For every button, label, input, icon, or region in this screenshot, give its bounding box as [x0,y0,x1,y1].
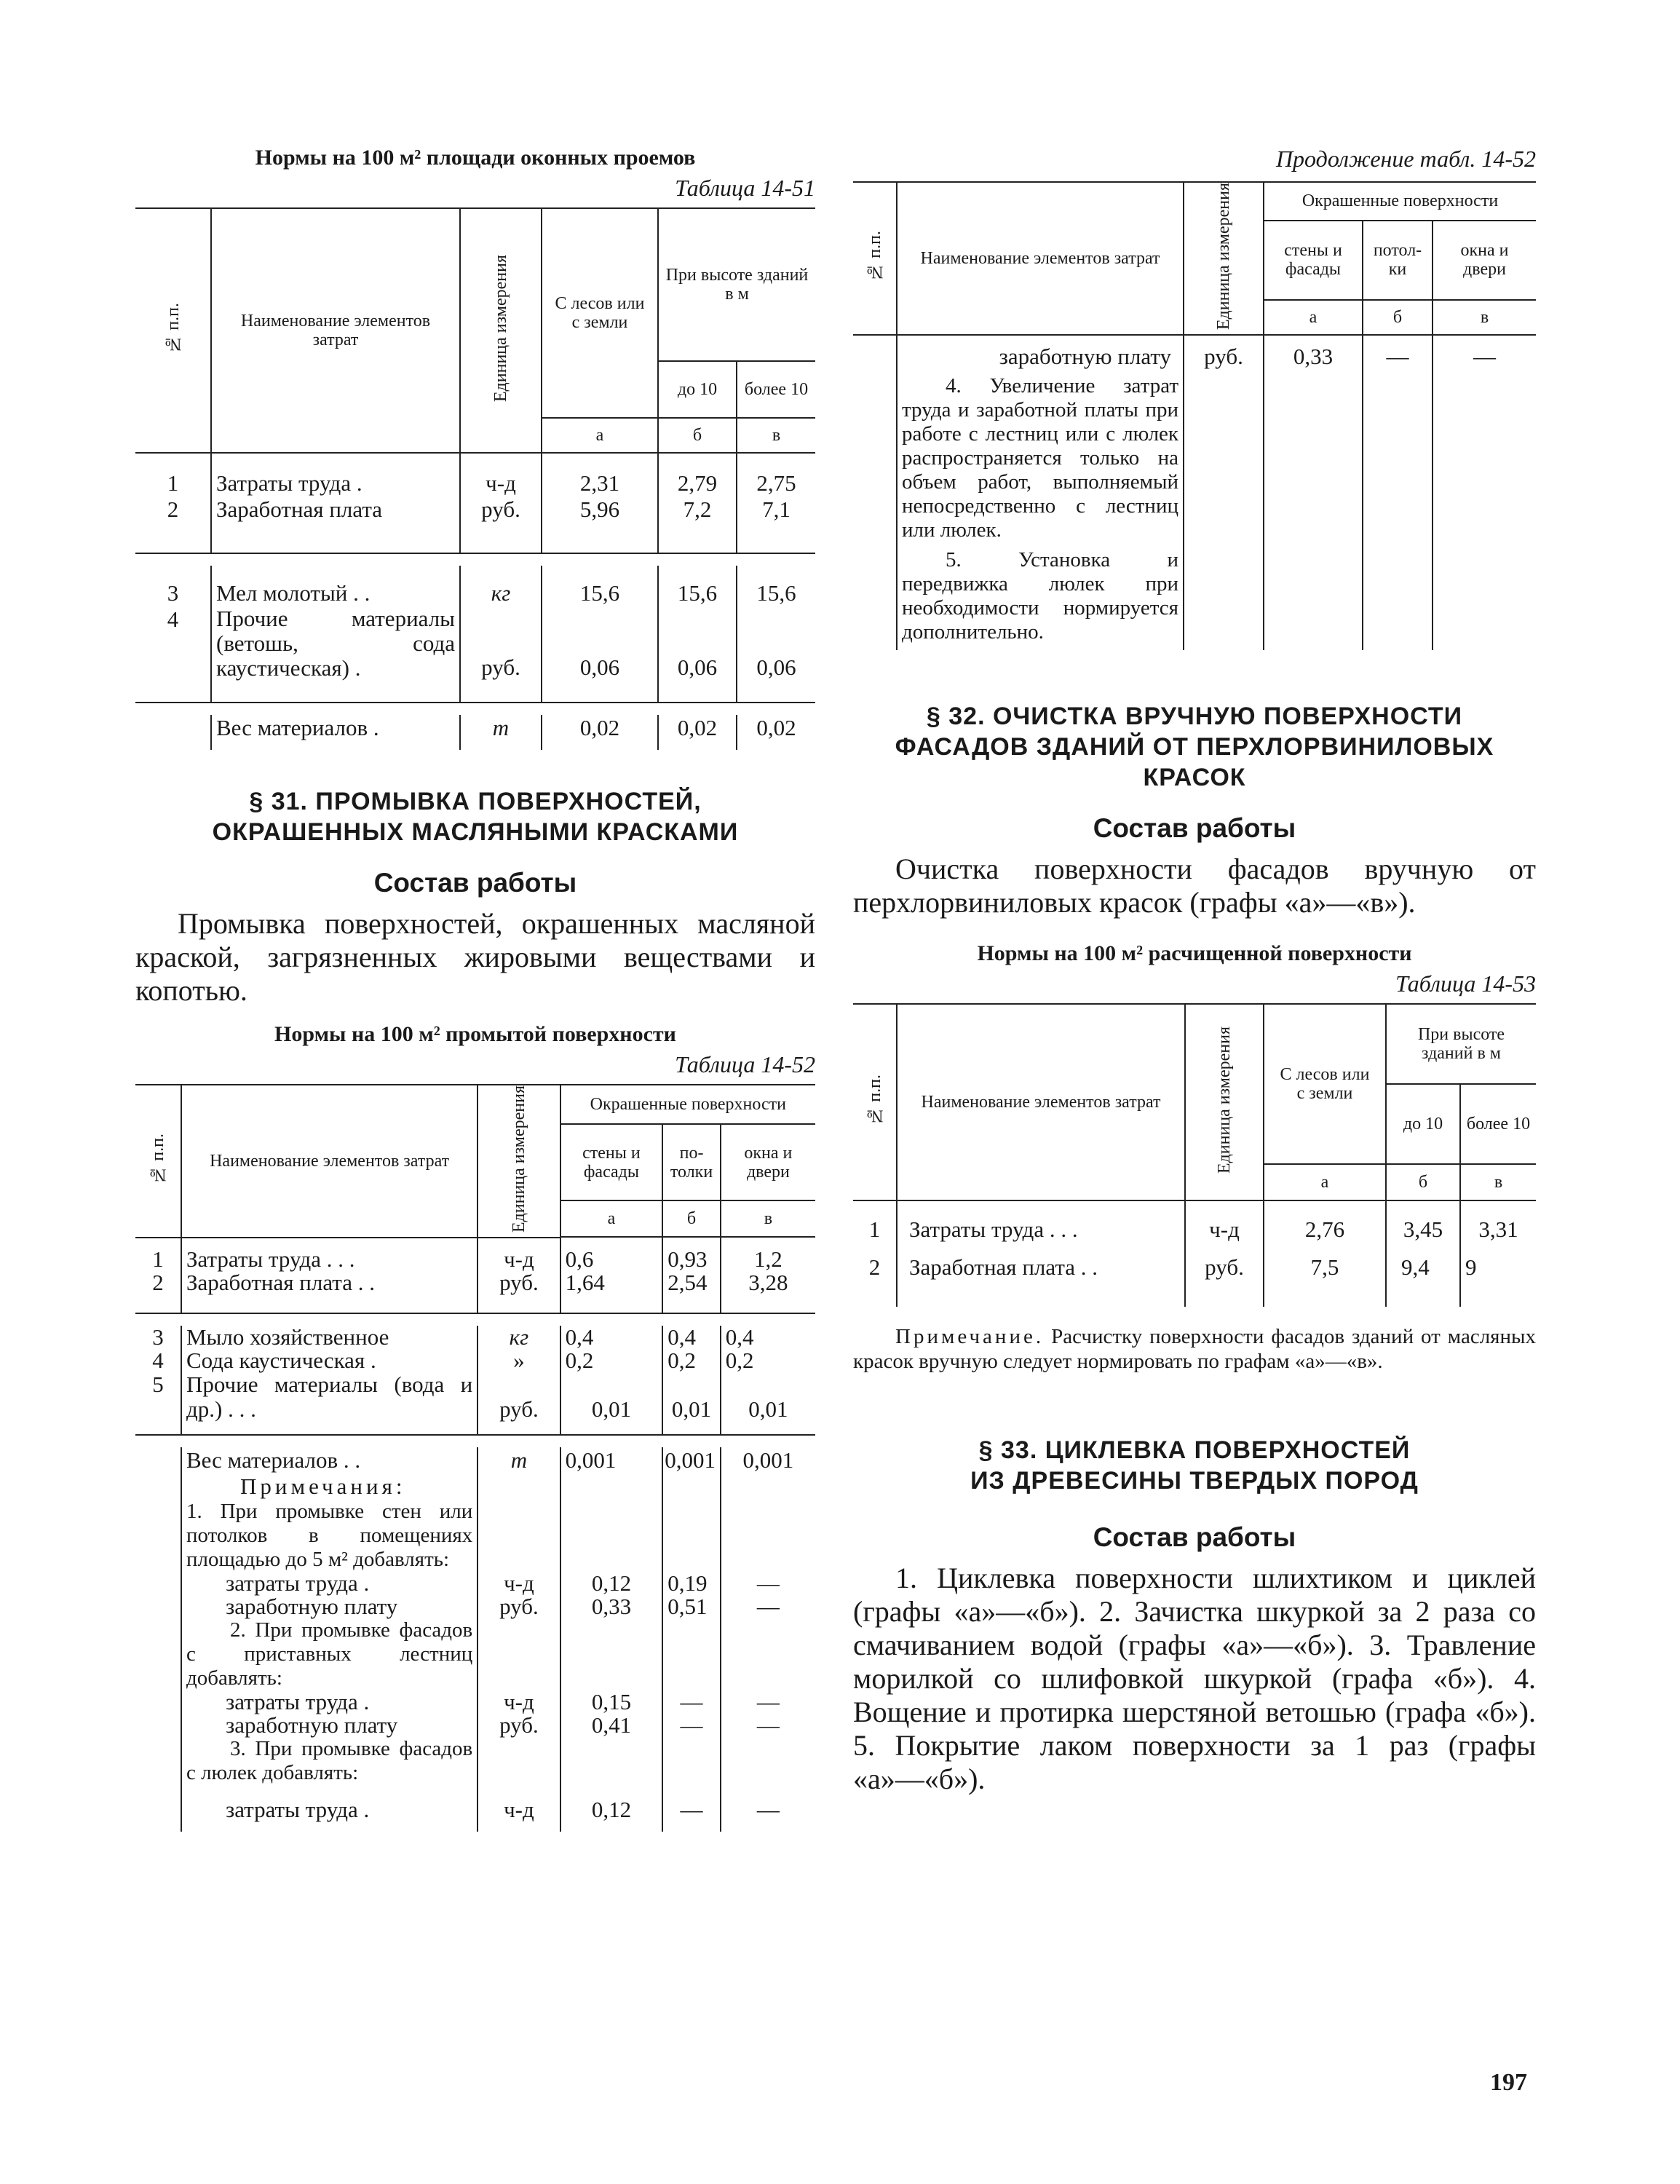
table-row: 2 Заработная плата руб. 5,96 7,2 7,1 [135,496,815,523]
table-row: 1 Затраты труда . . . ч-д 2,76 3,45 3,31 [853,1216,1536,1254]
cont-head-name: Наименование элементов затрат [897,182,1184,335]
t52-label-a: а [560,1200,663,1237]
t53-label-a: а [1264,1164,1386,1200]
table-14-53-note [853,1324,1536,1374]
left-column [135,146,815,1832]
section-33-text: 1. Циклевка поверхности шлихтиком и циклей (графы «а»—«б»). 2. Зачистка шкуркой за 2 раза со смачиванием водой (графы «а»—«б»). 3. Травление морилкой со шлифовкой шкуркой (графа «б»). 4. Вощение и протирка шерстяной ветошью (графа «б»). 5. Покрытие лаком поверхности за 1 раз (графы «а»—«б»). [853,1562,1536,1796]
t53-head-unit: Единица измерения [1185,1004,1264,1200]
cont-note-5: 5. Установка и передвижка люлек при необходимости нормируется дополнительно. [897,542,1184,644]
note-heading: Примечание. [895,1325,1045,1349]
t51-head-name: Наименование элементов затрат [211,208,460,453]
cont-head-c1: стены и фасады [1264,221,1363,300]
table-14-51-number: Таблица 14-51 [675,175,815,201]
t53-head-c3: более 10 [1460,1084,1536,1164]
t53-head-num: № п.п. [853,1004,897,1200]
t51-head-num: № п.п. [135,208,211,453]
note-text: Расчистку поверхности фасадов зданий от масляных красок вручную следует нормировать по графам «а»—«в». [853,1325,1537,1374]
cont-head-c2: потолки [1363,221,1433,300]
table-14-51-caption: Нормы на 100 м² площади оконных проемов [255,146,696,170]
t52-note-3: 3. При промывке фасадов с люлек добавлять: [181,1737,478,1785]
t51-head-unit: Единица измерения [460,208,542,453]
t52-head-unit: Единица измерения [478,1085,560,1238]
cont-label-a: а [1264,300,1363,335]
table-14-52 [135,1084,815,1832]
table-14-52-number: Таблица 14-52 [675,1051,815,1077]
t51-label-c: в [737,418,815,453]
section-32-text: Очистка поверхности фасадов вручную от перхлорвиниловых красок (графы «а»—«в»). [853,852,1536,919]
cont-label-b: б [1363,300,1433,335]
t52-label-b: б [662,1200,721,1237]
table-row: затраты труда . ч-д 0,12 0,19 — [135,1572,815,1595]
table-14-53 [853,1003,1536,1307]
t51-label-b: б [658,418,737,453]
t51-head-group: При высоте зданий в м [658,208,815,361]
table-row: 2 Заработная плата . . руб. 7,5 9,4 9 [853,1254,1536,1292]
section-31-title-line1: § 31. ПРОМЫВКА ПОВЕРХНОСТЕЙ, [249,788,702,815]
t51-head-c3: более 10 [737,361,815,418]
t52-head-name: Наименование элементов затрат [181,1085,478,1238]
table-row: заработную плату руб. 0,41 — — [135,1714,815,1737]
continuation-caption: Продолжение табл. 14-52 [1275,146,1536,172]
table-14-53-number: Таблица 14-53 [1395,970,1536,997]
section-32-title-line1: § 32. ОЧИСТКА ВРУЧНУЮ ПОВЕРХНОСТИ [926,703,1463,731]
cont-head-unit: Единица измерения [1184,182,1264,335]
table-14-51 [135,207,815,750]
t52-head-c3: окна и двери [721,1124,815,1200]
t53-head-group: При высоте зданий в м [1386,1004,1536,1084]
section-33-title-line2: ИЗ ДРЕВЕСИНЫ ТВЕРДЫХ ПОРОД [970,1467,1419,1495]
section-33-subheading: Состав работы [1093,1522,1296,1553]
table-row: затраты труда . ч-д 0,12 — — [135,1797,815,1823]
t51-head-c1: С лесов или с земли [542,208,658,418]
cont-label-c: в [1433,300,1536,335]
table-row: Вес материалов . т 0,02 0,02 0,02 [135,715,815,741]
cont-head-num: № п.п. [853,182,897,335]
table-14-52-continuation [853,181,1536,650]
table-row: затраты труда . ч-д 0,15 — — [135,1690,815,1714]
right-column [853,146,1536,1796]
section-33-title-line1: § 33. ЦИКЛЕВКА ПОВЕРХНОСТЕЙ [978,1436,1411,1465]
t51-label-a: а [542,418,658,453]
table-row: 1 Затраты труда . ч-д 2,31 2,79 2,75 [135,470,815,496]
cont-head-c3: окна и двери [1433,221,1536,300]
t52-label-c: в [721,1200,815,1237]
t52-head-num: № п.п. [135,1085,181,1238]
cont-note-4: 4. Увеличение затрат труда и заработной платы при работе с лестниц или с люлек распространяется только на объем работ, выполняемый непосредственно с лестниц или люлек. [897,370,1184,542]
table-row: заработную плату руб. 0,33 — — [853,344,1536,370]
cont-head-group: Окрашенные поверхности [1264,182,1536,221]
table-row: заработную плату руб. 0,33 0,51 — [135,1595,815,1618]
page-number: 197 [1490,2069,1527,2096]
t53-head-name: Наименование элементов затрат [897,1004,1185,1200]
table-row: 4 Прочие материалы (ветошь, сода каустическая) . руб. 0,06 0,06 0,06 [135,606,815,681]
section-31-text: Промывка поверхностей, окрашенных масляной краской, загрязненных жировыми веществами и копотью. [135,907,815,1007]
t53-head-c1: С лесов или с земли [1264,1004,1386,1164]
t51-head-c2: до 10 [658,361,737,418]
t52-note-1: 1. При промывке стен или потолков в помещениях площадью до 5 м² добавлять: [181,1500,478,1572]
t52-head-c2: потолки [662,1124,721,1200]
section-32-subheading: Состав работы [1093,813,1296,844]
table-row: 2 Заработная плата . . руб. 1,64 2,54 3,28 [135,1271,815,1294]
section-32-title-line3: КРАСОК [1143,764,1246,792]
t53-label-c: в [1460,1164,1536,1200]
section-31-subheading: Состав работы [373,868,577,898]
table-row: 3 Мел молотый . . кг 15,6 15,6 15,6 [135,580,815,606]
section-32-title-line2: ФАСАДОВ ЗДАНИЙ ОТ ПЕРХЛОРВИНИЛОВЫХ [895,733,1494,761]
t52-note-2: 2. При промывке фасадов с приставных лестниц добавлять: [181,1618,478,1690]
table-row: 1 Затраты труда . . . ч-д 0,6 0,93 1,2 [135,1248,815,1271]
table-row: 4 Сода каустическая . » 0,2 0,2 0,2 [135,1349,815,1372]
table-row: 3 Мыло хозяйственное кг 0,4 0,4 0,4 [135,1326,815,1349]
t53-head-c2: до 10 [1386,1084,1460,1164]
table-14-52-caption: Нормы на 100 м² промытой поверхности [274,1022,676,1046]
table-14-53-caption: Нормы на 100 м² расчищенной поверхности [977,941,1412,966]
t52-head-c1: стены и фасады [560,1124,663,1200]
t52-head-group: Окрашенные поверхности [560,1085,815,1124]
t52-notes-heading: Примечания: [181,1473,478,1500]
table-row: 5 Прочие материалы (вода и др.) . . . руб. 0,01 0,01 0,01 [135,1372,815,1422]
table-row: Вес материалов . . т 0,001 0,001 0,001 [135,1447,815,1473]
section-31-title-line2: ОКРАШЕННЫХ МАСЛЯНЫМИ КРАСКАМИ [212,818,739,846]
t53-label-b: б [1386,1164,1460,1200]
